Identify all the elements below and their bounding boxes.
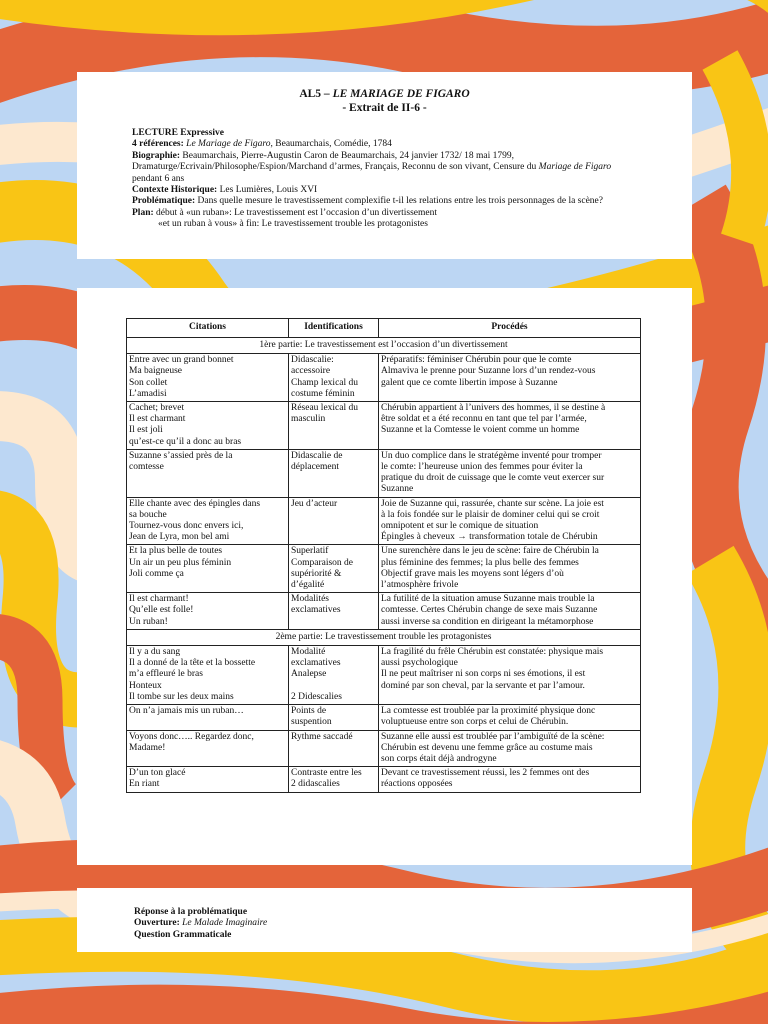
- grammar-label: Question Grammaticale: [134, 929, 232, 940]
- title-work: LE MARIAGE DE FIGARO: [332, 88, 470, 100]
- citation-cell: Il y a du sang Il a donné de la tête et la bossette m’a effleuré le bras Honteux Il tombe sur les deux mains: [127, 646, 289, 705]
- identification-cell: Modalités exclamatives: [289, 593, 379, 630]
- procede-cell: Un duo complice dans le stratégème inventé pour tromper le comte: l’heureuse union des femmes pour éviter la pratique du droit de cuissage que le comte veut exercer sur Suzanne: [379, 449, 641, 497]
- citation-cell: Cachet; brevet Il est charmant Il est joli qu’est-ce qu’il a donc au bras: [127, 402, 289, 450]
- info-card: [77, 72, 692, 259]
- procede-cell: La fragilité du frêle Chérubin est constatée: physique mais aussi psychologique Il ne peut maîtriser ni son corps ni ses émotions, il est dominé par son cheval, par la servante et par l’amour.: [379, 646, 641, 705]
- header-procedes: Procédés: [379, 319, 641, 338]
- reading-label: LECTURE Expressive: [132, 128, 224, 138]
- procede-cell: Chérubin appartient à l’univers des hommes, il se destine à être soldat et a été reconnu en tant que tel par l’armée, Suzanne et la Comtesse le voient comme un homme: [379, 402, 641, 450]
- table-row: [127, 402, 641, 450]
- table-row: [127, 545, 641, 593]
- procede-cell: La futilité de la situation amuse Suzanne mais trouble la comtesse. Certes Chérubin change de sexe mais Suzanne aussi inverse sa condition en dirigeant la métamorphose: [379, 593, 641, 630]
- table-header-row: [127, 319, 641, 338]
- table-row: [127, 705, 641, 730]
- opening-line: Ouverture: Le Malade Imaginaire: [134, 918, 268, 929]
- table-row: [127, 497, 641, 545]
- title-code: AL5 –: [299, 88, 333, 100]
- analysis-table: [126, 318, 641, 793]
- identification-cell: Jeu d’acteur: [289, 497, 379, 545]
- procede-cell: Devant ce travestissement réussi, les 2 femmes ont des réactions opposées: [379, 767, 641, 792]
- plan-line-2: «et un ruban à vous» à fin: Le travestissement trouble les protagonistes: [158, 219, 428, 230]
- identification-cell: Réseau lexical du masculin: [289, 402, 379, 450]
- table-row: [127, 646, 641, 705]
- procede-cell: Joie de Suzanne qui, rassurée, chante sur scène. La joie est à la fois fondée sur le plaisir de dominer celui qui se croit omnipotent et sur le comique de situation Épingles à cheveux → transformation totale de Chérubin: [379, 497, 641, 545]
- context-line: Contexte Historique: Les Lumières, Louis XVI: [132, 185, 318, 196]
- identification-cell: Superlatif Comparaison de supériorité & d’égalité: [289, 545, 379, 593]
- header-identifications: Identifications: [289, 319, 379, 338]
- identification-cell: Rythme saccadé: [289, 730, 379, 767]
- footer-card: [77, 888, 692, 952]
- citation-cell: Entre avec un grand bonnet Ma baigneuse Son collet L’amadisi: [127, 354, 289, 402]
- citation-cell: Voyons donc….. Regardez donc, Madame!: [127, 730, 289, 767]
- problem-line: Problématique: Dans quelle mesure le travestissement complexifie t-il les relations entre les trois personnages de la scène?: [132, 196, 603, 207]
- procede-cell: Préparatifs: féminiser Chérubin pour que le comte Almaviva le prenne pour Suzanne lors d’un rendez-vous galent que ce comte libertin impose à Suzanne: [379, 354, 641, 402]
- biography-line: Biographie: Beaumarchais, Pierre-Augustin Caron de Beaumarchais, 24 janvier 1732/ 18 mai 1799, Dramaturge/Ecrivain/Philosophe/Espion/Marchand d’armes, Français, Reconnu de son vivant, Censure du Mariage de Figaro pendant 6 ans: [132, 150, 612, 184]
- identification-cell: Didascalie: accessoire Champ lexical du costume féminin: [289, 354, 379, 402]
- table-row: [127, 354, 641, 402]
- part-1-body: [127, 338, 641, 630]
- procede-cell: La comtesse est troublée par la proximité physique donc voluptueuse entre son corps et celui de Chérubin.: [379, 705, 641, 730]
- procede-cell: Une surenchère dans le jeu de scène: faire de Chérubin la plus féminine des femmes; la plus belle des femmes Objectif grave mais les moyens sont légers d’où l’atmosphère frivole: [379, 545, 641, 593]
- identification-cell: Contraste entre les 2 didascalies: [289, 767, 379, 792]
- identification-cell: Points de suspention: [289, 705, 379, 730]
- table-row: [127, 449, 641, 497]
- table-row: [127, 730, 641, 767]
- footer-block: [134, 907, 267, 941]
- references-line: 4 références: Le Mariage de Figaro, Beaumarchais, Comédie, 1784: [132, 139, 392, 150]
- citation-cell: Elle chante avec des épingles dans sa bouche Tournez-vous donc envers ici, Jean de Lyra, mon bel ami: [127, 497, 289, 545]
- document-subtitle: - Extrait de II-6 -: [342, 102, 427, 114]
- part-2-body: [127, 629, 641, 792]
- identification-cell: Modalité exclamatives Analepse 2 Didescalies: [289, 646, 379, 705]
- table-card: [77, 288, 692, 865]
- identification-cell: Didascalie de déplacement: [289, 449, 379, 497]
- plan-line: Plan: début à «un ruban»: Le travestissement est l’occasion d’un divertissement: [132, 207, 437, 218]
- part-2-heading: 2ème partie: Le travestissement trouble les protagonistes: [127, 629, 641, 645]
- citation-cell: Suzanne s’assied près de la comtesse: [127, 449, 289, 497]
- info-block: [132, 128, 637, 231]
- citation-cell: Et la plus belle de toutes Un air un peu plus féminin Joli comme ça: [127, 545, 289, 593]
- part-1-heading: 1ère partie: Le travestissement est l’occasion d’un divertissement: [127, 338, 641, 354]
- citation-cell: D’un ton glacé En riant: [127, 767, 289, 792]
- table-row: [127, 593, 641, 630]
- table-row: [127, 767, 641, 792]
- header-citations: Citations: [127, 319, 289, 338]
- procede-cell: Suzanne elle aussi est troublée par l’ambiguïté de la scène: Chérubin est devenu une femme grâce au costume mais son corps était déjà androgyne: [379, 730, 641, 767]
- answer-label: Réponse à la problématique: [134, 907, 248, 917]
- citation-cell: On n’a jamais mis un ruban…: [127, 705, 289, 730]
- citation-cell: Il est charmant! Qu’elle est folle! Un ruban!: [127, 593, 289, 630]
- document-title: [77, 88, 692, 100]
